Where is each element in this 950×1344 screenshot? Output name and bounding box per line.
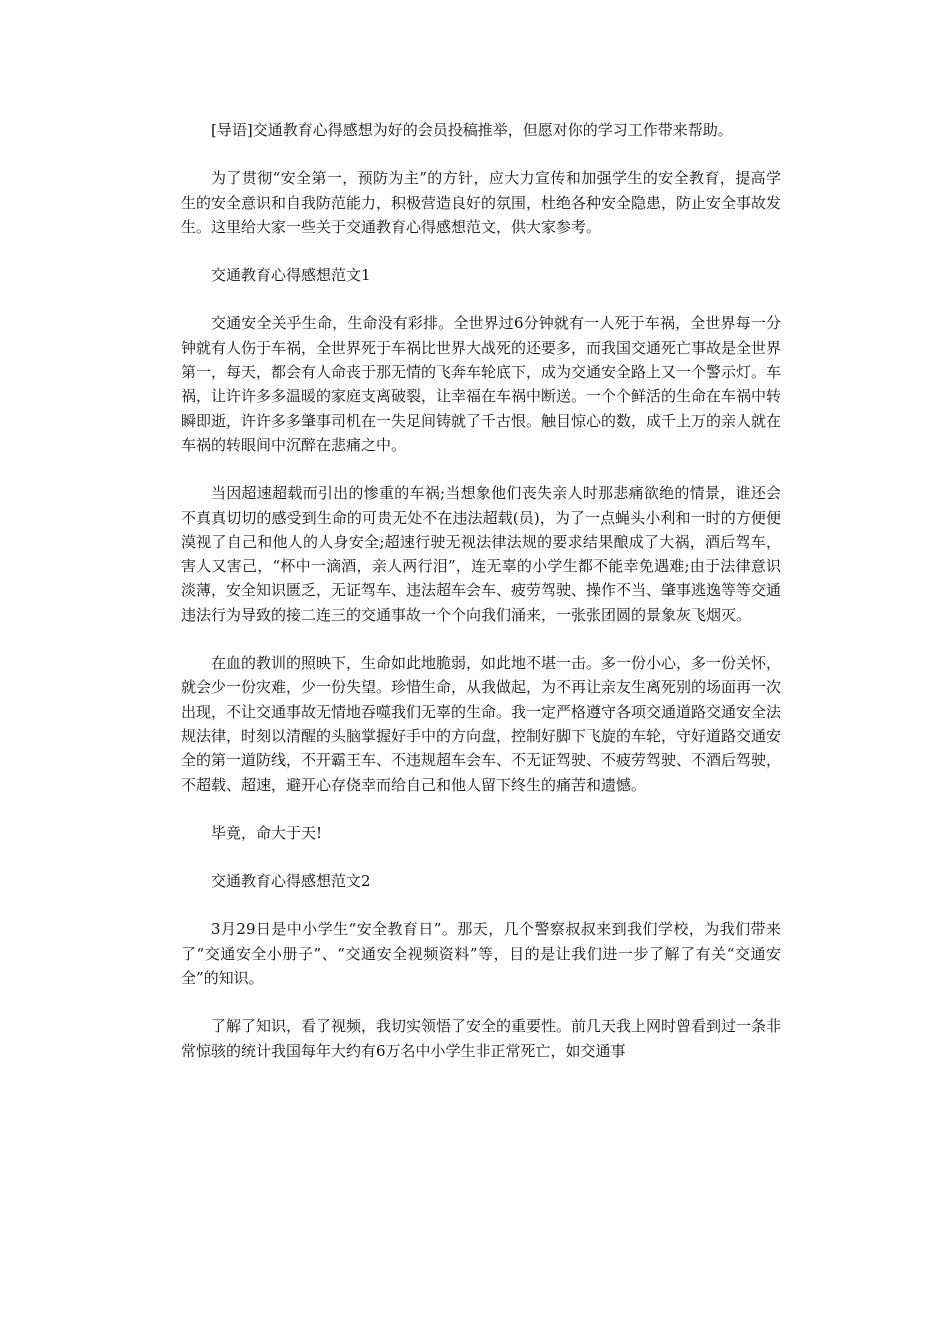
paragraph: 了解了知识，看了视频，我切实领悟了安全的重要性。前几天我上网时曾看到过一条非常惊骇的统计我国每年大约有6万名中小学生非正常死亡，如交通事 — [181, 1017, 782, 1060]
paragraph: 交通安全关乎生命，生命没有彩排。全世界过6分钟就有一人死于车祸，全世界每一分钟就有人伤于车祸，全世界死于车祸比世界大战死的还要多，而我国交通死亡事故是全世界第一，每天，都会有人命丧于那无情的飞奔车轮底下，成为交通安全路上又一个警示灯。车祸，让许许多多温暖的家庭支离破裂，让幸福在车祸中断送。一个个鲜活的生命在车祸中转瞬即逝，许许多多肇事司机在一失足间铸就了千古恨。触目惊心的数，成千上万的亲人就在车祸的转眼间中沉醉在悲痛之中。 — [181, 314, 782, 454]
closing-line: 毕竟，命大于天! — [211, 823, 323, 842]
section-heading: 交通教育心得感想范文1 — [211, 266, 371, 285]
intro-paragraph: [导语]交通教育心得感想为好的会员投稿推举，但愿对你的学习工作带来帮助。 — [211, 121, 733, 139]
paragraph: 当因超速超载而引出的惨重的车祸;当想象他们丧失亲人时那悲痛欲绝的情景，谁还会不真真切切的感受到生命的可贵无处不在违法超载(员)，为了一点蝇头小利和一时的方便便漠视了自己和他人的人身安全;超速行驶无视法律法规的要求结果酿成了大祸，酒后驾车，害人又害己，“杯中一滴酒，亲人两行泪”，连无辜的小学生都不能幸免遇难;由于法律意识淡薄，安全知识匮乏，无证驾车、违法超车会车、疲劳驾驶、操作不当、肇事逃逸等等交通违法行为导致的接二连三的交通事故一个个向我们涌来，一张张团圆的景象灰飞烟灭。 — [181, 484, 782, 624]
paragraph: 3月29日是中小学生“安全教育日”。那天，几个警察叔叔来到我们学校，为我们带来了“交通安全小册子”、“交通安全视频资料”等，目的是让我们进一步了解了有关“交通安全”的知识。 — [181, 920, 781, 988]
paragraph: 为了贯彻“安全第一，预防为主”的方针，应大力宣传和加强学生的安全教育，提高学生的安全意识和自我防范能力，积极营造良好的氛围，杜绝各种安全隐患，防止安全事故发生。这里给大家一些关于交通教育心得感想范文，供大家参考。 — [181, 169, 782, 236]
section-heading: 交通教育心得感想范文2 — [211, 872, 371, 891]
paragraph: 在血的教训的照映下，生命如此地脆弱，如此地不堪一击。多一份小心，多一份关怀，就会少一份灾难，少一份失望。珍惜生命，从我做起，为不再让亲友生离死别的场面再一次出现，不让交通事故无情地吞噬我们无辜的生命。我一定严格遵守各项交通道路交通安全法规法律，时刻以清醒的头脑掌握好手中的方向盘，控制好脚下飞旋的车轮，守好道路交通安全的第一道防线，不开霸王车、不违规超车会车、不无证驾驶、不疲劳驾驶、不酒后驾驶，不超载、超速，避开心存侥幸而给自己和他人留下终生的痛苦和遗憾。 — [181, 654, 782, 794]
document-body — [181, 118, 781, 1087]
